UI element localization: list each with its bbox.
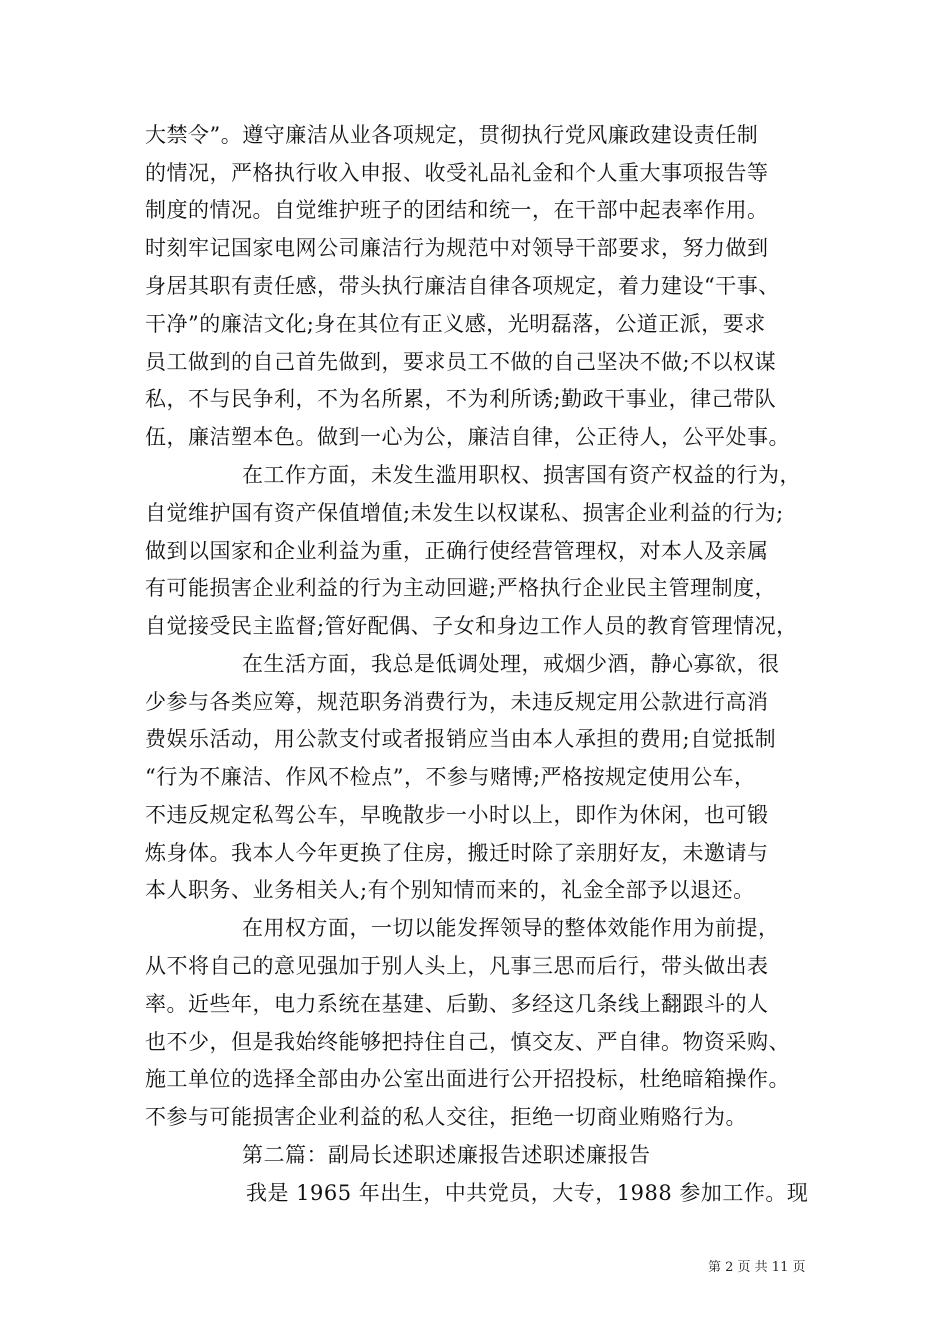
text-line: 私，不与民争利，不为名所累，不为利所诱;勤政干事业，律己带队 <box>145 387 777 411</box>
text-line: 少参与各类应筹，规范职务消费行为，未违反规定用公款进行高消 <box>145 690 769 714</box>
text-line: 率。近些年，电力系统在基建、后勤、多经这几条线上翻跟斗的人 <box>145 992 769 1016</box>
paragraph-start-line: 在工作方面，未发生滥用职权、损害国有资产权益的行为， <box>242 463 801 487</box>
paragraph-start-line: 在生活方面，我总是低调处理，戒烟少酒，静心寡欲，很 <box>242 652 780 676</box>
text-line: 有可能损害企业利益的行为主动回避;严格执行企业民主管理制度， <box>145 576 777 600</box>
text-line: 不违反规定私驾公车，早晚散步一小时以上，即作为休闲，也可锻 <box>145 803 769 827</box>
text-line: 不参与可能损害企业利益的私人交往，拒绝一切商业贿赂行为。 <box>145 1105 747 1129</box>
text-line: 炼身体。我本人今年更换了住房，搬迁时除了亲朋好友，未邀请与 <box>145 841 769 865</box>
text-line: 员工做到的自己首先做到，要求员工不做的自己坚决不做;不以权谋 <box>145 350 777 374</box>
text-line: 施工单位的选择全部由办公室出面进行公开招投标，杜绝暗箱操作。 <box>145 1067 790 1091</box>
text-line: 从不将自己的意见强加于别人头上，凡事三思而后行，带头做出表 <box>145 954 769 978</box>
text-line: 自觉维护国有资产保值增值;未发生以权谋私、损害企业利益的行为; <box>145 501 784 525</box>
text-line: 伍，廉洁塑本色。做到一心为公，廉洁自律，公正待人，公平处事。 <box>145 425 790 449</box>
text-line: 本人职务、业务相关人;有个别知情而来的，礼金全部予以退还。 <box>145 878 755 902</box>
paragraph-start-line: 在用权方面，一切以能发挥领导的整体效能作用为前提， <box>242 916 780 940</box>
text-line: 大禁令”。遵守廉洁从业各项规定，贯彻执行党风廉政建设责任制 <box>145 123 759 147</box>
text-line: 的情况，严格执行收入申报、收受礼品礼金和个人重大事项报告等 <box>145 161 769 185</box>
text-line: 干净”的廉洁文化;身在其位有正义感，光明磊落，公道正派，要求 <box>145 312 766 336</box>
text-line: 做到以国家和企业利益为重，正确行使经营管理权，对本人及亲属 <box>145 539 769 563</box>
text-line: 费娱乐活动，用公款支付或者报销应当由本人承担的费用;自觉抵制 <box>145 727 777 751</box>
page-number-footer: 第 2 页 共 11 页 <box>708 1260 806 1275</box>
text-line: 身居其职有责任感，带头执行廉洁自律各项规定，着力建设“干事、 <box>145 274 780 298</box>
section-heading: 第二篇：副局长述职述廉报告述职述廉报告 <box>242 1143 651 1167</box>
text-line: 自觉接受民主监督;管好配偶、子女和身边工作人员的教育管理情况， <box>145 614 798 638</box>
text-line: 时刻牢记国家电网公司廉洁行为规范中对领导干部要求，努力做到 <box>145 236 769 260</box>
paragraph-start-line: 我是 1965 年出生，中共党员，大专，1988 参加工作。现 <box>246 1181 809 1205</box>
text-line: 也不少，但是我始终能够把持住自己，慎交友、严自律。物资采购、 <box>145 1030 790 1054</box>
text-line: 制度的情况。自觉维护班子的团结和统一，在干部中起表率作用。 <box>145 198 769 222</box>
text-line: “行为不廉洁、作风不检点”，不参与赌博;严格按规定使用公车， <box>145 765 756 789</box>
